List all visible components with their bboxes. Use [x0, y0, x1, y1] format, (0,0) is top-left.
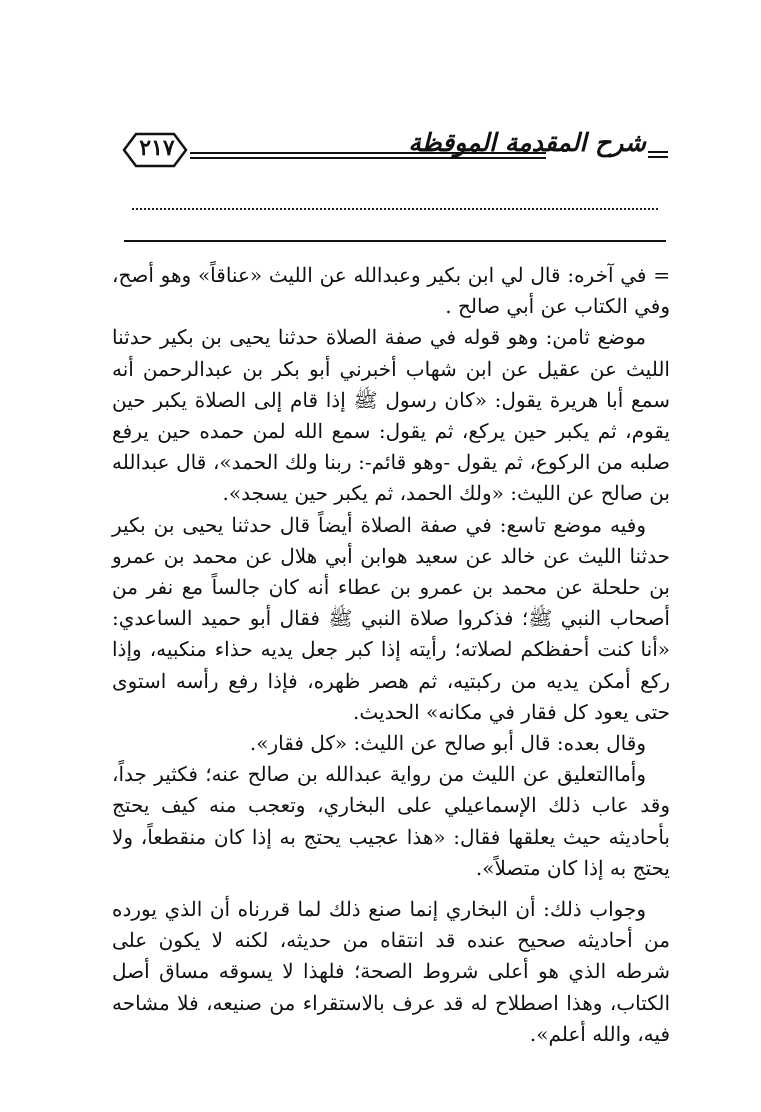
dotted-separator [132, 208, 658, 210]
paragraph-footnote-continuation: = في آخره: قال لي ابن بكير وعبدالله عن الليث «عناقاً» وهو أصح، وفي الكتاب عن أبي صالح . [112, 263, 670, 319]
paragraph-after-it: وقال بعده: قال أبو صالح عن الليث: «كل فقار». [249, 731, 646, 756]
running-title: شرح المقدمة الموقظة [408, 128, 646, 157]
main-text [112, 260, 670, 1050]
paragraph-answer: وجواب ذلك: أن البخاري إنما صنع ذلك لما قررناه أن الذي يورده من أحاديثه صحيح عنده قد انتقاه من حديثه، لكنه لا يكون على شرطه الذي هو أعلى شروط الصحة؛ فلهذا لا يسوقه مساق أصل الكتاب، وهذا اصطلاح له قد عرف بالاستقراء من صنيعه، فلا مشاحه فيه، والله أعلم». [112, 897, 670, 1046]
header-rule-bottom [190, 157, 546, 159]
paragraph-taliq: وأماالتعليق عن الليث من رواية عبدالله بن صالح عنه؛ فكثير جداً، وقد عاب ذلك الإسماعيلي على البخاري، وتعجب منه كيف يحتج بأحاديثه حيث يعلقها فقال: «هذا عجيب يحتج به إذا كان منقطعاً، ولا يحتج به إذا كان متصلاً». [112, 762, 670, 880]
horizontal-rule [124, 240, 666, 242]
header-double-dash [648, 148, 668, 160]
page-number-badge [120, 132, 190, 168]
paragraph-eighth-place: موضع ثامن: وهو قوله في صفة الصلاة حدثنا يحيى بن بكير حدثنا الليث عن عقيل عن ابن شهاب أخبرني أبو بكر بن عبدالرحمن أنه سمع أبا هريرة يقول: «كان رسول ﷺ إذا قام إلى الصلاة يكبر حين يقوم، ثم يكبر حين يركع، ثم يقول: سمع الله لمن حمده حين يرفع صلبه من الركوع، ثم يقول -وهو قائم-: ربنا ولك الحمد»، قال عبدالله بن صالح عن الليث: «ولك الحمد، ثم يكبر حين يسجد». [112, 325, 670, 506]
paragraph-ninth-place: وفيه موضع تاسع: في صفة الصلاة أيضاً قال حدثنا يحيى بن بكير حدثنا الليث عن خالد عن سعيد هوابن أبي هلال عن محمد بن عمرو بن حلحلة عن محمد بن عمرو بن عطاء أنه كان جالساً مع نفر من أصحاب النبي ﷺ؛ فذكروا صلاة النبي ﷺ فقال أبو حميد الساعدي: «أنا كنت أحفظكم لصلاته؛ رأيته إذا كبر جعل يديه حذاء منكبيه، وإذا ركع أمكن يديه من ركبتيه، ثم هصر ظهره، فإذا رفع رأسه استوى حتى يعود كل فقار في مكانه» الحديث. [112, 512, 670, 724]
page-number: ٢١٧ [139, 135, 175, 161]
page-header [120, 124, 668, 168]
